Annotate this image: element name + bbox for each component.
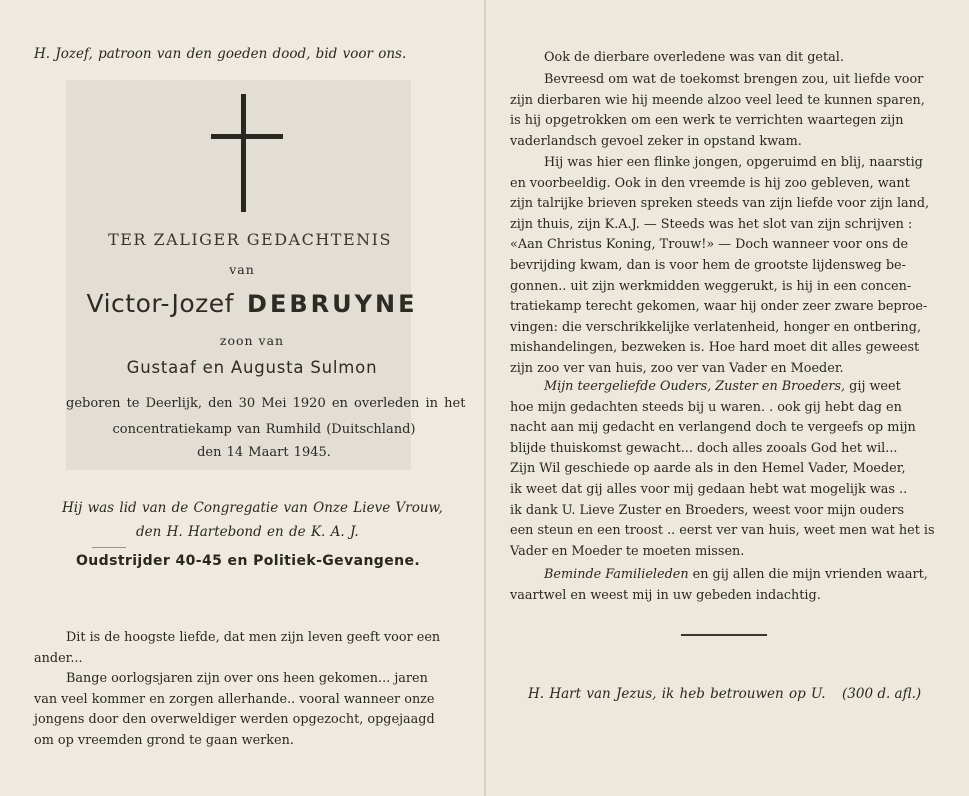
text-line: ik dank U. Lieve Zuster en Broeders, weest voor mijn ouders	[510, 502, 905, 518]
text-line: hoe mijn gedachten steeds bij u waren. . ook gij hebt dag en	[510, 399, 902, 415]
text-line: nacht aan mij gedacht en verlangend doch te vergeefs op mijn	[510, 420, 916, 436]
text-fragment: gij weet	[845, 379, 901, 394]
text-line: tratiekamp terecht gekomen, waar hij onder zeer zware beproe-	[510, 299, 928, 315]
cross-icon	[211, 94, 283, 214]
text-line: jongens door den overweldiger werden opgezocht, opgejaagd	[34, 712, 435, 728]
closing-rule	[681, 634, 767, 636]
text-line: ander...	[34, 650, 83, 666]
text-line: mishandelingen, bezweken is. Hoe hard moet dit alles geweest	[510, 340, 920, 356]
text-line: «Aan Christus Koning, Trouw!» — Doch wanneer voor ons de	[510, 237, 909, 253]
text-line: vaartwel en weest mij in uw gebeden indachtig.	[510, 587, 821, 603]
zoon-van-label: zoon van	[219, 333, 285, 348]
right-paragraph-2	[510, 70, 940, 152]
text-line: Bange oorlogsjaren zijn over ons heen gekomen... jaren	[66, 671, 428, 686]
prayer-bottom: H. Hart van Jezus, ik heb betrouwen op U.	[528, 686, 826, 702]
right-paragraph-5	[510, 565, 940, 606]
text-line: Dit is de hoogste liefde, dat men zijn leven geeft voor een	[66, 630, 441, 645]
text-line: Hij was hier een flinke jongen, opgeruimd en blij, naarstig	[544, 155, 923, 170]
left-paragraph-2	[34, 669, 456, 751]
text-line: zijn zoo ver van huis, zoo ver van Vader en Moeder.	[510, 360, 844, 376]
right-paragraph-3	[510, 153, 940, 380]
birth-death-line1: geboren te Deerlijk, den 30 Mei 1920 en overleden in het	[66, 396, 466, 411]
page-fold	[484, 0, 486, 796]
right-paragraph-1	[510, 48, 940, 69]
parents-names: Gustaaf en Augusta Sulmon	[126, 358, 378, 377]
prayer-top: H. Jozef, patroon van den goeden dood, bid voor ons.	[34, 46, 407, 62]
text-line: en voorbeeldig. Ook in den vreemde is hij zoo gebleven, want	[510, 175, 910, 191]
text-line: zijn thuis, zijn K.A.J. — Steeds was het slot van zijn schrijven :	[510, 216, 913, 232]
addressees: Mijn teergeliefde Ouders, Zuster en Broeders,	[544, 379, 846, 394]
birth-death-line2: concentratiekamp van Rumhild (Duitschland)	[112, 422, 416, 437]
text-line: om op vreemden grond te gaan werken.	[34, 732, 294, 748]
last-name: DEBRUYNE	[247, 290, 418, 318]
right-paragraph-4	[510, 377, 940, 562]
text-line: ik weet dat gij alles voor mij gedaan hebt wat mogelijk was ..	[510, 481, 908, 497]
text-line: vaderlandsch gevoel zeker in opstand kwam.	[510, 133, 802, 149]
family-address: Beminde Familieleden	[544, 567, 689, 582]
memorial-heading: TER ZALIGER GEDACHTENIS	[108, 230, 392, 249]
birth-death-line3: den 14 Maart 1945.	[197, 445, 331, 460]
text-line: blijde thuiskomst gewacht... doch alles zooals God het wil...	[510, 440, 898, 456]
text-line	[510, 565, 940, 586]
dash-left	[92, 547, 126, 548]
indulgence-note: (300 d. afl.)	[842, 686, 922, 702]
text-line: zijn dierbaren wie hij meende alzoo veel leed te kunnen sparen,	[510, 92, 925, 108]
membership-line2: den H. Hartebond en de K. A. J.	[136, 524, 359, 540]
left-paragraph-1	[34, 628, 456, 669]
text-line	[510, 377, 940, 398]
text-line: zijn talrijke brieven spreken steeds van zijn liefde voor zijn land,	[510, 196, 930, 212]
text-line: Zijn Wil geschiede op aarde als in den Hemel Vader, Moeder,	[510, 461, 906, 477]
text-line: Bevreesd om wat de toekomst brengen zou, uit liefde voor	[544, 72, 924, 87]
text-line: is hij opgetrokken om een werk te verrichten waartegen zijn	[510, 113, 904, 129]
text-fragment: en gij allen die mijn vrienden waart,	[688, 567, 928, 582]
van-label: van	[229, 262, 255, 277]
membership-line1: Hij was lid van de Congregatie van Onze Lieve Vrouw,	[62, 500, 443, 516]
text-line: Vader en Moeder te moeten missen.	[510, 543, 745, 559]
text-line: een steun en een troost .. eerst ver van huis, weet men wat het is	[510, 523, 935, 539]
text-line: vingen: die verschrikkelijke verlatenheid, honger en ontbering,	[510, 319, 922, 335]
text-line: gonnen.. uit zijn werkmidden weggerukt, is hij in een concen-	[510, 278, 912, 294]
veteran-status: Oudstrijder 40-45 en Politiek-Gevangene.	[76, 553, 421, 569]
deceased-name	[0, 289, 504, 318]
text-line: van veel kommer en zorgen allerhande.. vooral wanneer onze	[34, 691, 435, 707]
text-line: bevrijding kwam, dan is voor hem de grootste lijdensweg be-	[510, 257, 906, 273]
first-name: Victor-Jozef	[86, 289, 234, 318]
text-line: Ook de dierbare overledene was van dit getal.	[544, 50, 844, 65]
